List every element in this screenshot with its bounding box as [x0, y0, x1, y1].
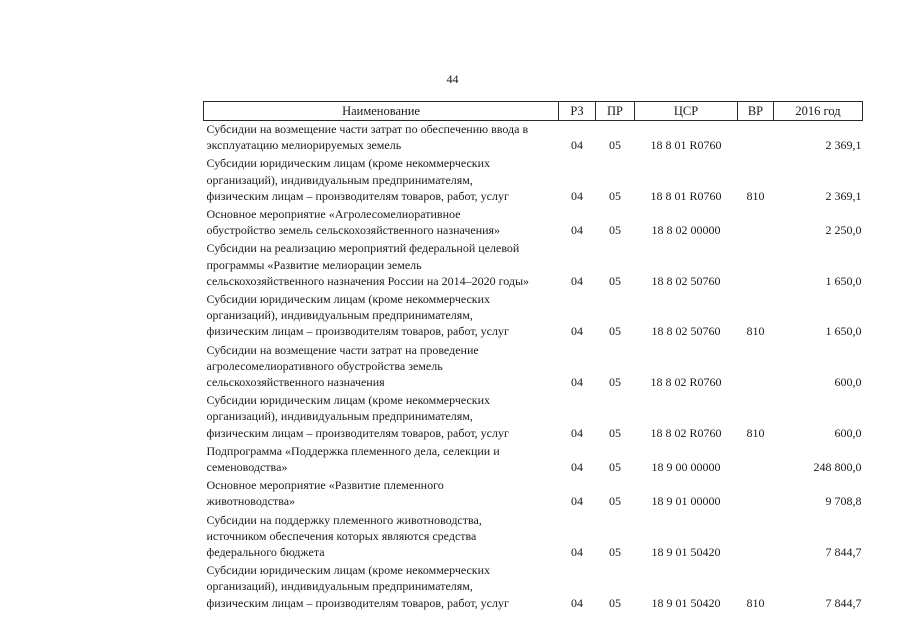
row-name-line: Субсидии на поддержку племенного животноводства, [206, 512, 482, 527]
table-row [204, 512, 863, 563]
row-name [204, 443, 559, 477]
row-name-line: эксплуатацию мелиорируемых земель [206, 138, 402, 153]
row-vr: 810 [746, 324, 765, 339]
row-amount: 600,0 [834, 375, 862, 390]
row-name-line: источником обеспечения которых являются средства [206, 528, 477, 543]
row-name-line: животноводства» [206, 494, 296, 509]
table-row [204, 562, 863, 613]
row-name-line: семеноводства» [206, 460, 288, 475]
row-name-line: программы «Развитие мелиорации земель [206, 257, 422, 272]
row-name-line: организаций), индивидуальным предпринимателям, [206, 579, 473, 594]
row-name-line: Субсидии на возмещение части затрат на проведение [206, 342, 479, 357]
row-name [204, 291, 559, 342]
row-name-line: физическим лицам – производителям товаров, работ, услуг [206, 425, 509, 440]
row-name-line: физическим лицам – производителям товаров, работ, услуг [206, 595, 509, 610]
row-name-line: физическим лицам – производителям товаров, работ, услуг [206, 324, 509, 339]
row-amount: 7 844,7 [825, 595, 862, 610]
row-vr [738, 512, 774, 563]
row-name-line: Субсидии юридическим лицам (кроме некоммерческих [206, 292, 491, 307]
row-name [204, 155, 559, 206]
row-csr: 18 8 01 R0760 [650, 188, 722, 203]
table-row [204, 392, 863, 443]
row-rz: 04 [571, 324, 583, 339]
row-name-line: Подпрограмма «Поддержка племенного дела, селекции и [206, 443, 500, 458]
row-amount: 2 369,1 [825, 188, 862, 203]
row-name-line: Субсидии на реализацию мероприятий федеральной целевой [206, 241, 520, 256]
row-name [204, 477, 559, 511]
row-vr: 810 [746, 188, 765, 203]
budget-table [203, 101, 863, 613]
row-amount: 1 650,0 [825, 324, 862, 339]
row-vr [738, 240, 774, 291]
row-vr: 810 [746, 425, 765, 440]
row-rz: 04 [571, 595, 583, 610]
row-csr: 18 9 00 00000 [651, 460, 721, 475]
row-name [204, 342, 559, 393]
row-rz: 04 [571, 460, 583, 475]
header-pr: ПР [596, 102, 635, 121]
table-row [204, 291, 863, 342]
row-vr: 810 [746, 595, 765, 610]
row-csr: 18 9 01 50420 [651, 545, 721, 560]
row-rz: 04 [571, 425, 583, 440]
row-rz: 04 [571, 494, 583, 509]
row-name-line: организаций), индивидуальным предпринимателям, [206, 409, 473, 424]
row-csr: 18 8 02 00000 [651, 223, 721, 238]
row-name-line: Субсидии юридическим лицам (кроме некоммерческих [206, 156, 491, 171]
row-name-line: Субсидии на возмещение части затрат по обеспечению ввода в [206, 122, 529, 136]
row-amount: 248 800,0 [813, 460, 862, 475]
row-name-line: федерального бюджета [206, 545, 325, 560]
row-name-line: Субсидии юридическим лицам (кроме некоммерческих [206, 393, 491, 408]
row-vr [738, 206, 774, 240]
row-amount: 2 369,1 [825, 138, 862, 153]
row-name-line: организаций), индивидуальным предпринимателям, [206, 172, 473, 187]
row-name [204, 121, 559, 156]
header-row [204, 102, 863, 121]
row-name-line: Основное мероприятие «Агролесомелиоративное [206, 207, 461, 222]
header-amount: 2016 год [774, 102, 863, 121]
row-pr: 05 [609, 188, 621, 203]
row-vr [738, 342, 774, 393]
header-name: Наименование [204, 102, 559, 121]
row-amount: 2 250,0 [825, 223, 862, 238]
row-pr: 05 [609, 595, 621, 610]
row-name-line: сельскохозяйственного назначения России на 2014–2020 годы» [206, 273, 530, 288]
row-amount: 600,0 [834, 425, 862, 440]
row-pr: 05 [609, 460, 621, 475]
row-amount: 1 650,0 [825, 273, 862, 288]
row-name-line: Субсидии юридическим лицам (кроме некоммерческих [206, 563, 491, 578]
table-row [204, 443, 863, 477]
row-csr: 18 9 01 50420 [651, 595, 721, 610]
header-csr: ЦСР [635, 102, 738, 121]
table-row [204, 206, 863, 240]
row-name-line: сельскохозяйственного назначения [206, 375, 385, 390]
row-name-line: обустройство земель сельскохозяйственного назначения» [206, 223, 501, 238]
table-row [204, 155, 863, 206]
table-row [204, 240, 863, 291]
row-pr: 05 [609, 223, 621, 238]
table-row [204, 477, 863, 511]
row-csr: 18 8 01 R0760 [650, 138, 722, 153]
row-vr [738, 121, 774, 156]
row-name-line: агролесомелиоративного обустройства земель [206, 358, 443, 373]
row-rz: 04 [571, 375, 583, 390]
row-name-line: организаций), индивидуальным предпринимателям, [206, 308, 473, 323]
table-row [204, 342, 863, 393]
row-name-line: Основное мероприятие «Развитие племенного [206, 478, 444, 493]
table-row [204, 121, 863, 156]
row-name [204, 240, 559, 291]
row-pr: 05 [609, 324, 621, 339]
row-csr: 18 8 02 50760 [651, 273, 721, 288]
row-name [204, 562, 559, 613]
row-rz: 04 [571, 223, 583, 238]
table-body [204, 121, 863, 613]
row-csr: 18 9 01 00000 [651, 494, 721, 509]
header-rz: РЗ [559, 102, 596, 121]
row-csr: 18 8 02 50760 [651, 324, 721, 339]
header-vr: ВР [738, 102, 774, 121]
page-number: 44 [446, 72, 459, 86]
row-vr [738, 443, 774, 477]
row-pr: 05 [609, 273, 621, 288]
row-amount: 7 844,7 [825, 545, 862, 560]
row-rz: 04 [571, 138, 583, 153]
row-rz: 04 [571, 545, 583, 560]
row-pr: 05 [609, 138, 621, 153]
row-csr: 18 8 02 R0760 [650, 375, 722, 390]
row-name [204, 512, 559, 563]
row-name-line: физическим лицам – производителям товаров, работ, услуг [206, 188, 509, 203]
row-rz: 04 [571, 188, 583, 203]
row-name [204, 392, 559, 443]
row-pr: 05 [609, 545, 621, 560]
row-pr: 05 [609, 425, 621, 440]
row-csr: 18 8 02 R0760 [650, 425, 722, 440]
row-name [204, 206, 559, 240]
row-vr [738, 477, 774, 511]
row-pr: 05 [609, 375, 621, 390]
row-rz: 04 [571, 273, 583, 288]
row-pr: 05 [609, 494, 621, 509]
row-amount: 9 708,8 [825, 494, 862, 509]
table-header [204, 102, 863, 121]
